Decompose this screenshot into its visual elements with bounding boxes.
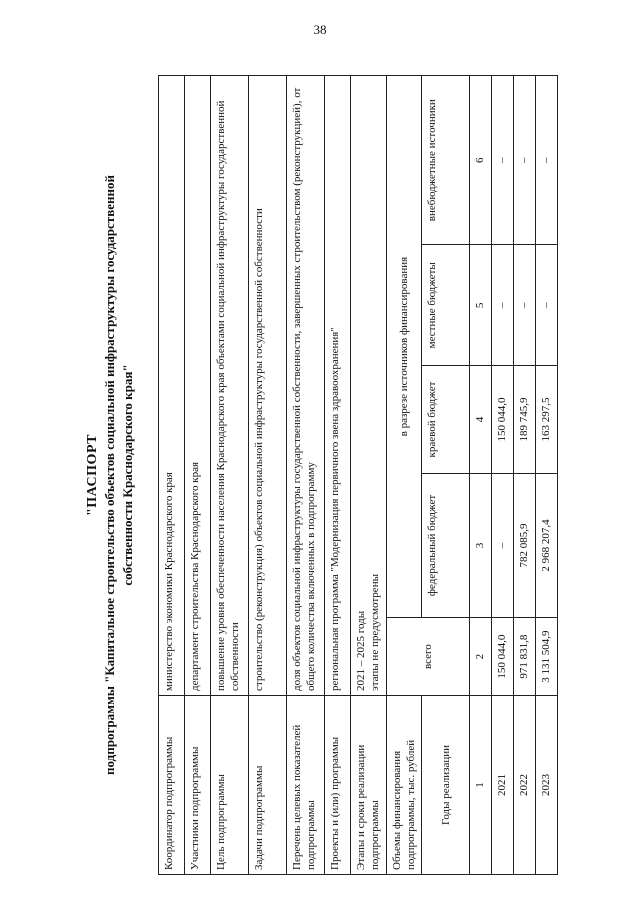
- column-number: 4: [470, 366, 492, 474]
- federal-cell: 2 968 207,4: [536, 473, 558, 617]
- row-value: [351, 76, 387, 696]
- table-row: [536, 76, 558, 875]
- source-header: федеральный бюджет: [422, 473, 470, 617]
- year-cell: 2023: [536, 696, 558, 875]
- table-row: [287, 76, 325, 875]
- federal-cell: 782 085,9: [514, 473, 536, 617]
- local-cell: –: [492, 245, 514, 366]
- row-value: строительство (реконструкция) объектов социальной инфраструктуры государственной собственности: [249, 76, 287, 696]
- row-value: повышение уровня обеспеченности населения Краснодарского края объектами социальной инфраструктуры государственной собственности: [211, 76, 249, 696]
- extra-cell: –: [514, 76, 536, 245]
- total-cell: 3 131 504,9: [536, 618, 558, 696]
- source-header: местные бюджеты: [422, 245, 470, 366]
- row-label: Задачи подпрограммы: [249, 696, 287, 875]
- local-cell: –: [514, 245, 536, 366]
- financing-header-row: [422, 76, 470, 875]
- row-label: Этапы и сроки реализации подпрограммы: [351, 696, 387, 875]
- sources-header: в разрезе источников финансирования: [387, 76, 422, 618]
- row-label: Координатор подпрограммы: [159, 696, 185, 875]
- column-number: 2: [470, 618, 492, 696]
- table-row: [351, 76, 387, 875]
- table-row: [249, 76, 287, 875]
- year-cell: 2021: [492, 696, 514, 875]
- source-header: краевой бюджет: [422, 366, 470, 474]
- column-number: 3: [470, 473, 492, 617]
- rotated-page-content: [83, 75, 640, 875]
- table-row: [514, 76, 536, 875]
- table-row: [185, 76, 211, 875]
- row-label: Перечень целевых показателей подпрограммы: [287, 696, 325, 875]
- title-line-1: подпрограммы "Капитальное строительство объектов социальной инфраструктуры государственной: [102, 175, 117, 775]
- financing-label-row: [387, 76, 422, 875]
- regional-cell: 150 044,0: [492, 366, 514, 474]
- total-header: всего: [387, 618, 470, 696]
- federal-cell: –: [492, 473, 514, 617]
- row-value: департамент строительства Краснодарского края: [185, 76, 211, 696]
- stages-note: этапы не предусмотрены: [369, 574, 381, 691]
- column-number: 6: [470, 76, 492, 245]
- year-cell: 2022: [514, 696, 536, 875]
- column-number-row: [470, 76, 492, 875]
- extra-cell: –: [536, 76, 558, 245]
- financing-label: Объемы финансирования подпрограммы, тыс. рублей: [387, 696, 422, 875]
- row-value: региональная программа "Модернизация первичного звена здравоохранения": [325, 76, 351, 696]
- title-line-2: собственности Краснодарского края": [120, 364, 135, 586]
- page-number: 38: [313, 22, 327, 37]
- stages-years: 2021 – 2025 годы: [355, 610, 367, 691]
- regional-cell: 189 745,9: [514, 366, 536, 474]
- row-label: Цель подпрограммы: [211, 696, 249, 875]
- passport-table: [158, 75, 558, 875]
- table-row: [492, 76, 514, 875]
- total-cell: 971 831,8: [514, 618, 536, 696]
- title-main: "ПАСПОРТ: [85, 433, 100, 517]
- extra-cell: –: [492, 76, 514, 245]
- row-value: доля объектов социальной инфраструктуры государственной собственности, завершенных строительством (реконструкцией), от общего количества включенных в подпрограмму: [287, 76, 325, 696]
- column-number: 5: [470, 245, 492, 366]
- table-row: [159, 76, 185, 875]
- total-cell: 150 044,0: [492, 618, 514, 696]
- table-row: [325, 76, 351, 875]
- row-label: Проекты и (или) программы: [325, 696, 351, 875]
- row-label: Участники подпрограммы: [185, 696, 211, 875]
- row-value: министерство экономики Краснодарского края: [159, 76, 185, 696]
- table-row: [211, 76, 249, 875]
- regional-cell: 163 297,5: [536, 366, 558, 474]
- source-header: внебюджетные источники: [422, 76, 470, 245]
- years-header: Годы реализации: [422, 696, 470, 875]
- local-cell: –: [536, 245, 558, 366]
- column-number: 1: [470, 696, 492, 875]
- document-title: [83, 75, 153, 875]
